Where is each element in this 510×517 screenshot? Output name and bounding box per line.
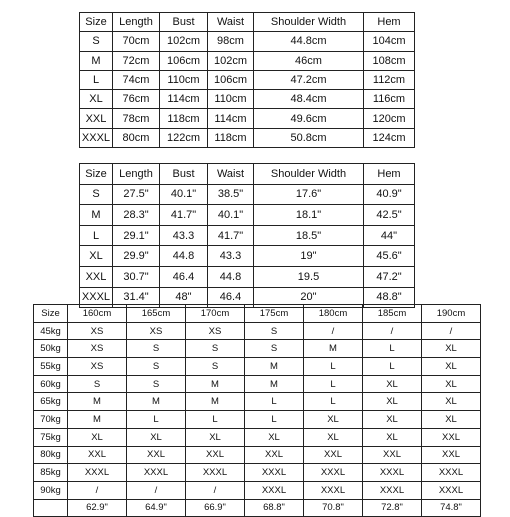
row-label-cell: 50kg: [34, 340, 68, 358]
table-cell: 31.4": [113, 287, 160, 308]
column-header: Waist: [208, 164, 254, 185]
header-row: [80, 164, 415, 185]
table-row: [34, 428, 481, 446]
table-cell: XS: [127, 322, 186, 340]
table-cell: L: [245, 393, 304, 411]
table-cell: 102cm: [208, 51, 254, 70]
table-cell: 29.9": [113, 246, 160, 267]
table-cell: XL: [363, 375, 422, 393]
table-cell: 44.8: [160, 246, 208, 267]
table-cell: 48": [160, 287, 208, 308]
row-label-cell: XXXL: [80, 128, 113, 147]
table-cell: M: [68, 411, 127, 429]
table-cell: XL: [304, 411, 363, 429]
column-header: Bust: [160, 13, 208, 32]
table-cell: XL: [363, 411, 422, 429]
table-row: [80, 184, 415, 205]
table-row: [80, 51, 415, 70]
table-cell: XL: [245, 428, 304, 446]
row-label-cell: L: [80, 225, 113, 246]
table-cell: 78cm: [113, 109, 160, 128]
table-cell: 27.5": [113, 184, 160, 205]
table-cell: L: [127, 411, 186, 429]
table-cell: S: [245, 340, 304, 358]
table-cell: M: [304, 340, 363, 358]
table-cell: 40.9": [364, 184, 415, 205]
column-header: 180cm: [304, 305, 363, 323]
row-label-cell: M: [80, 51, 113, 70]
table-cell: S: [127, 375, 186, 393]
table-cell: XXXL: [68, 464, 127, 482]
table-cell: 43.3: [160, 225, 208, 246]
size-chart-inch-table: [79, 163, 415, 308]
row-label-cell: 55kg: [34, 358, 68, 376]
table-cell: 41.7": [160, 205, 208, 226]
header-row: [34, 305, 481, 323]
table-row: [34, 499, 481, 517]
table-body: [80, 32, 415, 148]
table-cell: XS: [68, 358, 127, 376]
table-cell: XS: [186, 322, 245, 340]
table-row: [34, 411, 481, 429]
table-cell: 98cm: [208, 32, 254, 51]
table-cell: XXXL: [363, 481, 422, 499]
column-header: Hem: [364, 13, 415, 32]
row-label-cell: 70kg: [34, 411, 68, 429]
size-chart-cm-table: [79, 12, 415, 148]
table-cell: 40.1": [160, 184, 208, 205]
table-cell: S: [186, 358, 245, 376]
table-cell: 64.9": [127, 499, 186, 517]
table-cell: XXL: [127, 446, 186, 464]
table-row: [34, 464, 481, 482]
row-label-cell: XL: [80, 90, 113, 109]
table-cell: L: [245, 411, 304, 429]
table-cell: 116cm: [364, 90, 415, 109]
table-cell: M: [127, 393, 186, 411]
table-cell: 68.8": [245, 499, 304, 517]
table-cell: 62.9": [68, 499, 127, 517]
table-row: [34, 375, 481, 393]
table-row: [80, 90, 415, 109]
table-cell: 72cm: [113, 51, 160, 70]
table-cell: XXXL: [245, 464, 304, 482]
table-cell: 42.5": [364, 205, 415, 226]
row-label-cell: 80kg: [34, 446, 68, 464]
table-row: [34, 340, 481, 358]
table-cell: XXL: [422, 446, 481, 464]
table-cell: 44.8: [208, 266, 254, 287]
table-cell: XL: [127, 428, 186, 446]
table-cell: L: [363, 358, 422, 376]
row-label-cell: 60kg: [34, 375, 68, 393]
table-cell: M: [186, 375, 245, 393]
table-row: [34, 446, 481, 464]
table-cell: XS: [68, 340, 127, 358]
table-cell: XXL: [68, 446, 127, 464]
table-cell: M: [245, 375, 304, 393]
row-label-cell: S: [80, 32, 113, 51]
column-header: Hem: [364, 164, 415, 185]
table-cell: XXXL: [127, 464, 186, 482]
table-cell: S: [245, 322, 304, 340]
table-cell: 38.5": [208, 184, 254, 205]
table-cell: 124cm: [364, 128, 415, 147]
table-cell: 104cm: [364, 32, 415, 51]
table-cell: L: [304, 358, 363, 376]
table-cell: 29.1": [113, 225, 160, 246]
table-cell: XL: [186, 428, 245, 446]
row-label-cell: XL: [80, 246, 113, 267]
table-cell: 44": [364, 225, 415, 246]
table-cell: L: [304, 393, 363, 411]
table-cell: 112cm: [364, 70, 415, 89]
column-header: Bust: [160, 164, 208, 185]
table-cell: XXXL: [245, 481, 304, 499]
table-cell: 47.2": [364, 266, 415, 287]
row-label-cell: 75kg: [34, 428, 68, 446]
table-cell: 46.4: [208, 287, 254, 308]
table-cell: 46.4: [160, 266, 208, 287]
table-cell: XL: [422, 375, 481, 393]
table-row: [80, 32, 415, 51]
column-header: 170cm: [186, 305, 245, 323]
table-cell: XL: [422, 393, 481, 411]
table-cell: 46cm: [254, 51, 364, 70]
table-cell: XXXL: [304, 464, 363, 482]
table-cell: 43.3: [208, 246, 254, 267]
table-cell: 72.8": [363, 499, 422, 517]
row-label-cell: 45kg: [34, 322, 68, 340]
table-cell: 102cm: [160, 32, 208, 51]
column-header: 165cm: [127, 305, 186, 323]
table-cell: S: [68, 375, 127, 393]
table-cell: XXXL: [304, 481, 363, 499]
column-header: Size: [80, 13, 113, 32]
table-cell: 40.1": [208, 205, 254, 226]
table-cell: /: [304, 322, 363, 340]
table-row: [34, 481, 481, 499]
table-cell: XL: [422, 340, 481, 358]
table-cell: /: [186, 481, 245, 499]
column-header: 185cm: [363, 305, 422, 323]
table-cell: 80cm: [113, 128, 160, 147]
table-cell: XL: [68, 428, 127, 446]
table-row: [80, 109, 415, 128]
table-cell: XXXL: [422, 464, 481, 482]
table-cell: 18.1": [254, 205, 364, 226]
table-cell: 47.2cm: [254, 70, 364, 89]
table-cell: 122cm: [160, 128, 208, 147]
row-label-cell: XXL: [80, 109, 113, 128]
column-header: Size: [80, 164, 113, 185]
table-cell: XXL: [245, 446, 304, 464]
table-cell: XXXL: [422, 481, 481, 499]
column-header: Length: [113, 13, 160, 32]
column-header: Size: [34, 305, 68, 323]
table-cell: 74.8": [422, 499, 481, 517]
table-cell: S: [127, 358, 186, 376]
table-cell: 70.8": [304, 499, 363, 517]
table-cell: /: [127, 481, 186, 499]
table-row: [80, 266, 415, 287]
table-cell: XL: [422, 358, 481, 376]
table-cell: 49.6cm: [254, 109, 364, 128]
table-cell: 48.4cm: [254, 90, 364, 109]
table-cell: 18.5": [254, 225, 364, 246]
table-row: [34, 322, 481, 340]
column-header: 160cm: [68, 305, 127, 323]
table-cell: L: [304, 375, 363, 393]
table-cell: 19.5: [254, 266, 364, 287]
table-cell: M: [186, 393, 245, 411]
table-cell: M: [245, 358, 304, 376]
row-label-cell: M: [80, 205, 113, 226]
table-cell: 19": [254, 246, 364, 267]
row-label-cell: [34, 499, 68, 517]
row-label-cell: XXXL: [80, 287, 113, 308]
table-row: [34, 358, 481, 376]
table-cell: M: [68, 393, 127, 411]
row-label-cell: 90kg: [34, 481, 68, 499]
row-label-cell: 65kg: [34, 393, 68, 411]
table-cell: 108cm: [364, 51, 415, 70]
table-cell: 114cm: [160, 90, 208, 109]
table-cell: XL: [422, 411, 481, 429]
table-cell: 76cm: [113, 90, 160, 109]
table-cell: 50.8cm: [254, 128, 364, 147]
table-cell: 20": [254, 287, 364, 308]
column-header: Shoulder Width: [254, 13, 364, 32]
column-header: 190cm: [422, 305, 481, 323]
table-cell: XXXL: [363, 464, 422, 482]
table-cell: 106cm: [160, 51, 208, 70]
table-cell: 66.9": [186, 499, 245, 517]
table-row: [80, 70, 415, 89]
table-cell: XXL: [422, 428, 481, 446]
table-body: [34, 322, 481, 517]
table-cell: L: [363, 340, 422, 358]
table-cell: 41.7": [208, 225, 254, 246]
table-cell: XL: [363, 393, 422, 411]
table-cell: 30.7": [113, 266, 160, 287]
table-cell: /: [363, 322, 422, 340]
table-row: [80, 205, 415, 226]
header-row: [80, 13, 415, 32]
column-header: Shoulder Width: [254, 164, 364, 185]
row-label-cell: L: [80, 70, 113, 89]
table-row: [80, 128, 415, 147]
table-row: [80, 246, 415, 267]
table-cell: 17.6": [254, 184, 364, 205]
table-cell: 70cm: [113, 32, 160, 51]
row-label-cell: 85kg: [34, 464, 68, 482]
table-cell: S: [186, 340, 245, 358]
table-row: [80, 225, 415, 246]
table-cell: 106cm: [208, 70, 254, 89]
table-body: [80, 184, 415, 308]
column-header: 175cm: [245, 305, 304, 323]
table-cell: 118cm: [160, 109, 208, 128]
table-cell: XXL: [363, 446, 422, 464]
table-header: [80, 13, 415, 32]
table-cell: S: [127, 340, 186, 358]
table-cell: 120cm: [364, 109, 415, 128]
table-cell: 118cm: [208, 128, 254, 147]
table-cell: 74cm: [113, 70, 160, 89]
column-header: Waist: [208, 13, 254, 32]
table-header: [34, 305, 481, 323]
table-cell: 44.8cm: [254, 32, 364, 51]
table-cell: XL: [304, 428, 363, 446]
table-cell: /: [68, 481, 127, 499]
table-cell: XXL: [186, 446, 245, 464]
row-label-cell: XXL: [80, 266, 113, 287]
table-cell: 45.6": [364, 246, 415, 267]
table-row: [34, 393, 481, 411]
table-cell: 110cm: [208, 90, 254, 109]
table-cell: 110cm: [160, 70, 208, 89]
table-cell: L: [186, 411, 245, 429]
row-label-cell: S: [80, 184, 113, 205]
table-cell: XS: [68, 322, 127, 340]
table-cell: 48.8": [364, 287, 415, 308]
table-cell: /: [422, 322, 481, 340]
height-weight-fit-table: [33, 304, 481, 517]
table-cell: XL: [363, 428, 422, 446]
table-cell: XXL: [304, 446, 363, 464]
table-cell: XXXL: [186, 464, 245, 482]
table-cell: 114cm: [208, 109, 254, 128]
table-header: [80, 164, 415, 185]
column-header: Length: [113, 164, 160, 185]
table-cell: 28.3": [113, 205, 160, 226]
